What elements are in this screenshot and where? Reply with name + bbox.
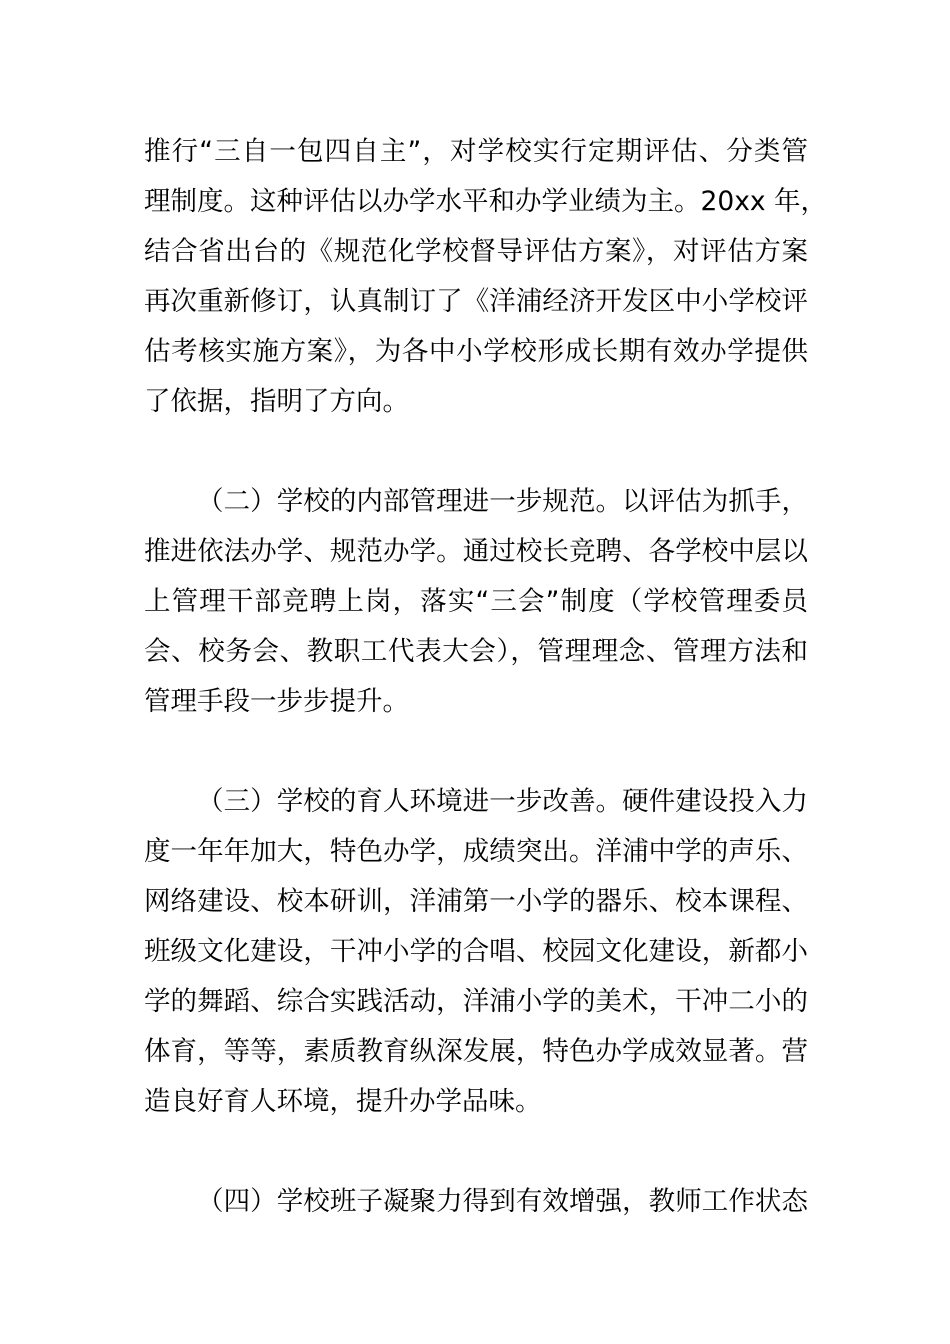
paragraph-2 bbox=[144, 477, 808, 727]
text-line: （二）学校的内部管理进一步规范。以评估为抓手， bbox=[197, 486, 808, 517]
text-line: 网络建设、校本研训，洋浦第一小学的器乐、校本课程、 bbox=[144, 886, 808, 917]
text-line: 再次重新修订，认真制订了《洋浦经济开发区中小学校评 bbox=[144, 286, 808, 317]
text-line: 管理手段一步步提升。 bbox=[144, 686, 409, 717]
text-line: 会、校务会、教职工代表大会），管理理念、管理方法和 bbox=[144, 636, 808, 667]
text-line: 推进依法办学、规范办学。通过校长竞聘、各学校中层以 bbox=[144, 536, 808, 567]
document-body bbox=[144, 127, 828, 1227]
paragraph-3 bbox=[144, 777, 808, 1127]
paragraph-4 bbox=[144, 1177, 808, 1227]
text-line: 结合省出台的《规范化学校督导评估方案》，对评估方案 bbox=[144, 236, 808, 267]
text-line: （三）学校的育人环境进一步改善。硬件建设投入力 bbox=[197, 786, 808, 817]
text-line: 上管理干部竞聘上岗，落实“三会”制度（学校管理委员 bbox=[144, 586, 808, 617]
text-line: （四）学校班子凝聚力得到有效增强，教师工作状态 bbox=[197, 1186, 808, 1217]
paragraph-spacer bbox=[144, 727, 808, 777]
paragraph-1 bbox=[144, 127, 828, 427]
text-line: 度一年年加大，特色办学，成绩突出。洋浦中学的声乐、 bbox=[144, 836, 808, 867]
text-line: 造良好育人环境，提升办学品味。 bbox=[144, 1086, 542, 1117]
text-line: 了依据，指明了方向。 bbox=[144, 386, 409, 417]
paragraph-spacer bbox=[144, 427, 808, 477]
text-line: 推行“三自一包四自主”，对学校实行定期评估、分类管 bbox=[144, 136, 808, 167]
paragraph-spacer bbox=[144, 1127, 808, 1177]
text-line: 估考核实施方案》，为各中小学校形成长期有效办学提供 bbox=[144, 336, 808, 367]
text-line: 体育，等等，素质教育纵深发展，特色办学成效显著。营 bbox=[144, 1036, 808, 1067]
text-line: 学的舞蹈、综合实践活动，洋浦小学的美术，干冲二小的 bbox=[144, 986, 808, 1017]
text-line: 班级文化建设，干冲小学的合唱、校园文化建设，新都小 bbox=[144, 936, 808, 967]
text-line: 理制度。这种评估以办学水平和办学业绩为主。20xx 年， bbox=[144, 186, 828, 217]
